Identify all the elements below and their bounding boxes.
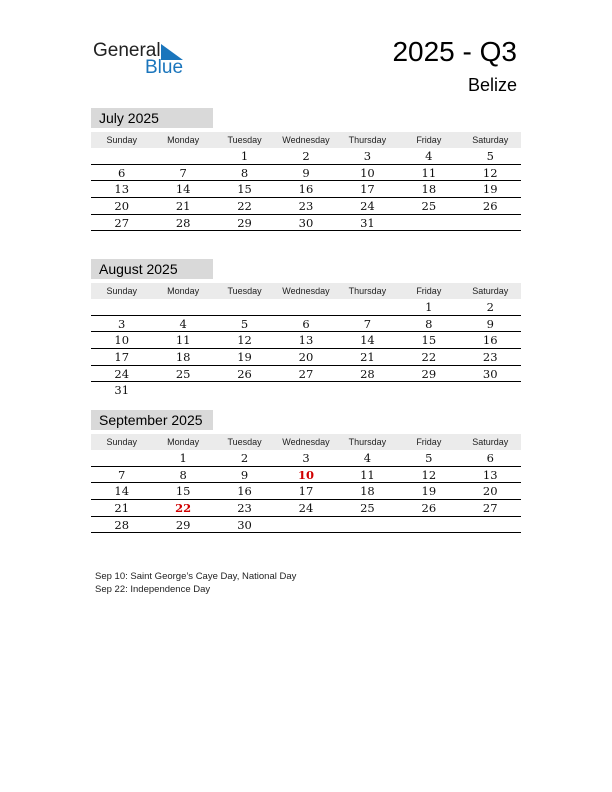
- weekday-header: Tuesday: [227, 437, 262, 447]
- day-cell: 15: [175, 484, 191, 499]
- day-cell: 27: [298, 366, 314, 381]
- day-cell: 22: [237, 199, 252, 214]
- day-cell: 23: [482, 350, 498, 365]
- generalblue-logo: [93, 40, 193, 80]
- day-cell: 16: [482, 333, 498, 348]
- day-cell: 2: [302, 149, 310, 163]
- weekday-header: Monday: [167, 437, 200, 447]
- day-cell: 26: [421, 501, 437, 516]
- weekday-header-row: [91, 132, 521, 148]
- day-cell: 23: [298, 199, 314, 214]
- day-cell: 20: [298, 350, 314, 365]
- day-cell: 9: [486, 316, 494, 331]
- day-cell: [460, 517, 521, 533]
- day-cell: 13: [114, 182, 130, 197]
- day-cell: [275, 517, 336, 533]
- logo-text-blue: Blue: [145, 57, 184, 78]
- weekday-header: Wednesday: [282, 437, 330, 447]
- day-cell: 1: [240, 149, 249, 163]
- day-cell: [460, 215, 521, 231]
- day-cell: 18: [360, 484, 375, 499]
- day-cell: [337, 299, 398, 315]
- week-row: [91, 215, 521, 232]
- day-cell: 29: [175, 517, 191, 532]
- week-row: [91, 349, 521, 366]
- weekday-header: Wednesday: [282, 286, 330, 296]
- day-cell: 3: [118, 316, 126, 331]
- day-cell: 8: [179, 467, 187, 482]
- day-cell: 25: [175, 366, 191, 381]
- week-row: [91, 483, 521, 500]
- day-cell: 26: [482, 199, 498, 214]
- day-cell: 26: [237, 366, 252, 381]
- weekday-header: Thursday: [348, 437, 387, 447]
- weekday-header: Monday: [167, 135, 200, 145]
- day-cell: 15: [237, 182, 252, 197]
- day-cell: [91, 450, 152, 466]
- day-cell: 1: [179, 451, 187, 465]
- day-cell: 24: [298, 501, 314, 516]
- day-cell: 10: [360, 165, 375, 180]
- weekday-header: Saturday: [472, 286, 509, 296]
- month-september: [91, 410, 521, 533]
- day-cell: 6: [118, 165, 126, 180]
- day-cell: 2: [486, 300, 494, 314]
- day-cell: 3: [363, 149, 372, 163]
- day-cell: [398, 382, 459, 399]
- day-cell: 13: [482, 467, 498, 482]
- day-cell: 2: [240, 451, 249, 465]
- day-cell: 13: [298, 333, 314, 348]
- day-cell: 12: [482, 165, 498, 180]
- day-cell: 3: [302, 451, 310, 465]
- day-cell: [152, 299, 213, 315]
- day-cell: [337, 517, 398, 533]
- day-cell: 27: [114, 215, 130, 230]
- weekday-header: Friday: [416, 135, 442, 145]
- week-row: [91, 181, 521, 198]
- day-cell: 6: [302, 316, 310, 331]
- day-cell: 14: [360, 333, 375, 348]
- day-cell: 7: [179, 165, 187, 180]
- week-row: [91, 366, 521, 383]
- day-cell: 7: [363, 316, 372, 331]
- month-label: September 2025: [91, 410, 213, 430]
- day-cell: [152, 148, 213, 164]
- day-cell: 17: [298, 484, 314, 499]
- holiday-day-cell: 10: [297, 467, 314, 482]
- day-cell: 12: [237, 333, 252, 348]
- day-cell: 16: [237, 484, 252, 499]
- holiday-day-cell: 22: [175, 501, 192, 516]
- day-cell: 23: [237, 501, 252, 516]
- month-july: [91, 108, 521, 231]
- month-label: July 2025: [91, 108, 213, 128]
- day-cell: 17: [114, 350, 130, 365]
- day-cell: 25: [360, 501, 375, 516]
- weekday-header: Wednesday: [282, 135, 330, 145]
- week-row: [91, 332, 521, 349]
- day-cell: [460, 382, 521, 399]
- day-cell: [337, 382, 398, 399]
- day-cell: 31: [360, 215, 375, 230]
- week-row: [91, 316, 521, 333]
- day-cell: [398, 517, 459, 533]
- month-label: August 2025: [91, 259, 213, 279]
- day-cell: 19: [237, 350, 252, 365]
- day-cell: 4: [363, 451, 372, 465]
- day-cell: 8: [240, 165, 249, 180]
- day-cell: 5: [240, 316, 249, 331]
- day-cell: 9: [240, 467, 249, 482]
- day-cell: 21: [175, 199, 191, 214]
- day-cell: 21: [360, 350, 375, 365]
- weekday-header: Friday: [416, 286, 442, 296]
- day-cell: 19: [421, 484, 437, 499]
- month-august: [91, 259, 521, 399]
- day-cell: 30: [482, 366, 498, 381]
- day-cell: 14: [114, 484, 130, 499]
- day-cell: 29: [421, 366, 437, 381]
- day-cell: 16: [298, 182, 314, 197]
- day-cell: 18: [421, 182, 437, 197]
- day-cell: 24: [114, 366, 130, 381]
- day-cell: 25: [421, 199, 437, 214]
- week-row: [91, 198, 521, 215]
- day-cell: 7: [118, 467, 126, 482]
- day-cell: 17: [360, 182, 375, 197]
- day-cell: [275, 299, 336, 315]
- day-cell: 12: [421, 467, 437, 482]
- day-cell: 19: [482, 182, 498, 197]
- day-cell: [152, 382, 213, 399]
- weekday-header: Thursday: [348, 135, 387, 145]
- day-cell: 28: [114, 517, 130, 532]
- weekday-header: Sunday: [106, 135, 137, 145]
- day-cell: 29: [237, 215, 252, 230]
- weekday-header: Sunday: [106, 437, 137, 447]
- week-row: [91, 500, 521, 517]
- day-cell: 20: [114, 199, 130, 214]
- day-cell: 18: [175, 350, 191, 365]
- weekday-header: Tuesday: [227, 286, 262, 296]
- day-cell: 30: [237, 517, 252, 532]
- week-row: [91, 299, 521, 316]
- week-row: [91, 165, 521, 182]
- country-name: Belize: [467, 75, 517, 95]
- day-cell: [214, 382, 275, 399]
- day-cell: 15: [421, 333, 437, 348]
- day-cell: 4: [179, 316, 187, 331]
- day-cell: 20: [482, 484, 498, 499]
- day-cell: 31: [114, 383, 130, 398]
- day-cell: [214, 299, 275, 315]
- day-cell: 14: [175, 182, 191, 197]
- weekday-header: Thursday: [348, 286, 387, 296]
- day-cell: 10: [114, 333, 130, 348]
- weekday-header: Saturday: [472, 135, 509, 145]
- day-cell: 4: [425, 149, 433, 163]
- day-cell: 28: [360, 366, 375, 381]
- weekday-header: Friday: [416, 437, 442, 447]
- weekday-header-row: [91, 434, 521, 450]
- week-row: [91, 382, 521, 399]
- day-cell: 21: [114, 501, 130, 516]
- week-row: [91, 450, 521, 467]
- weekday-header: Tuesday: [227, 135, 262, 145]
- day-cell: 5: [486, 149, 494, 163]
- quarter-title: 2025 - Q3: [392, 36, 517, 67]
- day-cell: 11: [175, 333, 191, 348]
- holiday-notes: [95, 570, 296, 596]
- day-cell: 28: [175, 215, 191, 230]
- week-row: [91, 148, 521, 165]
- day-cell: 22: [421, 350, 437, 365]
- day-cell: 27: [482, 501, 498, 516]
- day-cell: 11: [421, 165, 437, 180]
- logo-text-general: General: [93, 40, 161, 61]
- day-cell: [91, 148, 152, 164]
- week-row: [91, 517, 521, 534]
- weekday-header: Monday: [167, 286, 200, 296]
- day-cell: 6: [486, 451, 494, 465]
- weekday-header: Sunday: [106, 286, 137, 296]
- week-row: [91, 467, 521, 484]
- day-cell: [91, 299, 152, 315]
- day-cell: [398, 215, 459, 231]
- day-cell: 8: [425, 316, 433, 331]
- day-cell: 24: [360, 199, 375, 214]
- weekday-header: Saturday: [472, 437, 509, 447]
- day-cell: [275, 382, 336, 399]
- day-cell: 11: [360, 467, 375, 482]
- holiday-note: Sep 10: Saint George’s Caye Day, National Day: [95, 571, 297, 582]
- day-cell: 9: [302, 165, 310, 180]
- day-cell: 5: [425, 451, 433, 465]
- day-cell: 30: [298, 215, 314, 230]
- holiday-note: Sep 22: Independence Day: [95, 584, 211, 595]
- day-cell: 1: [425, 300, 433, 314]
- weekday-header-row: [91, 283, 521, 299]
